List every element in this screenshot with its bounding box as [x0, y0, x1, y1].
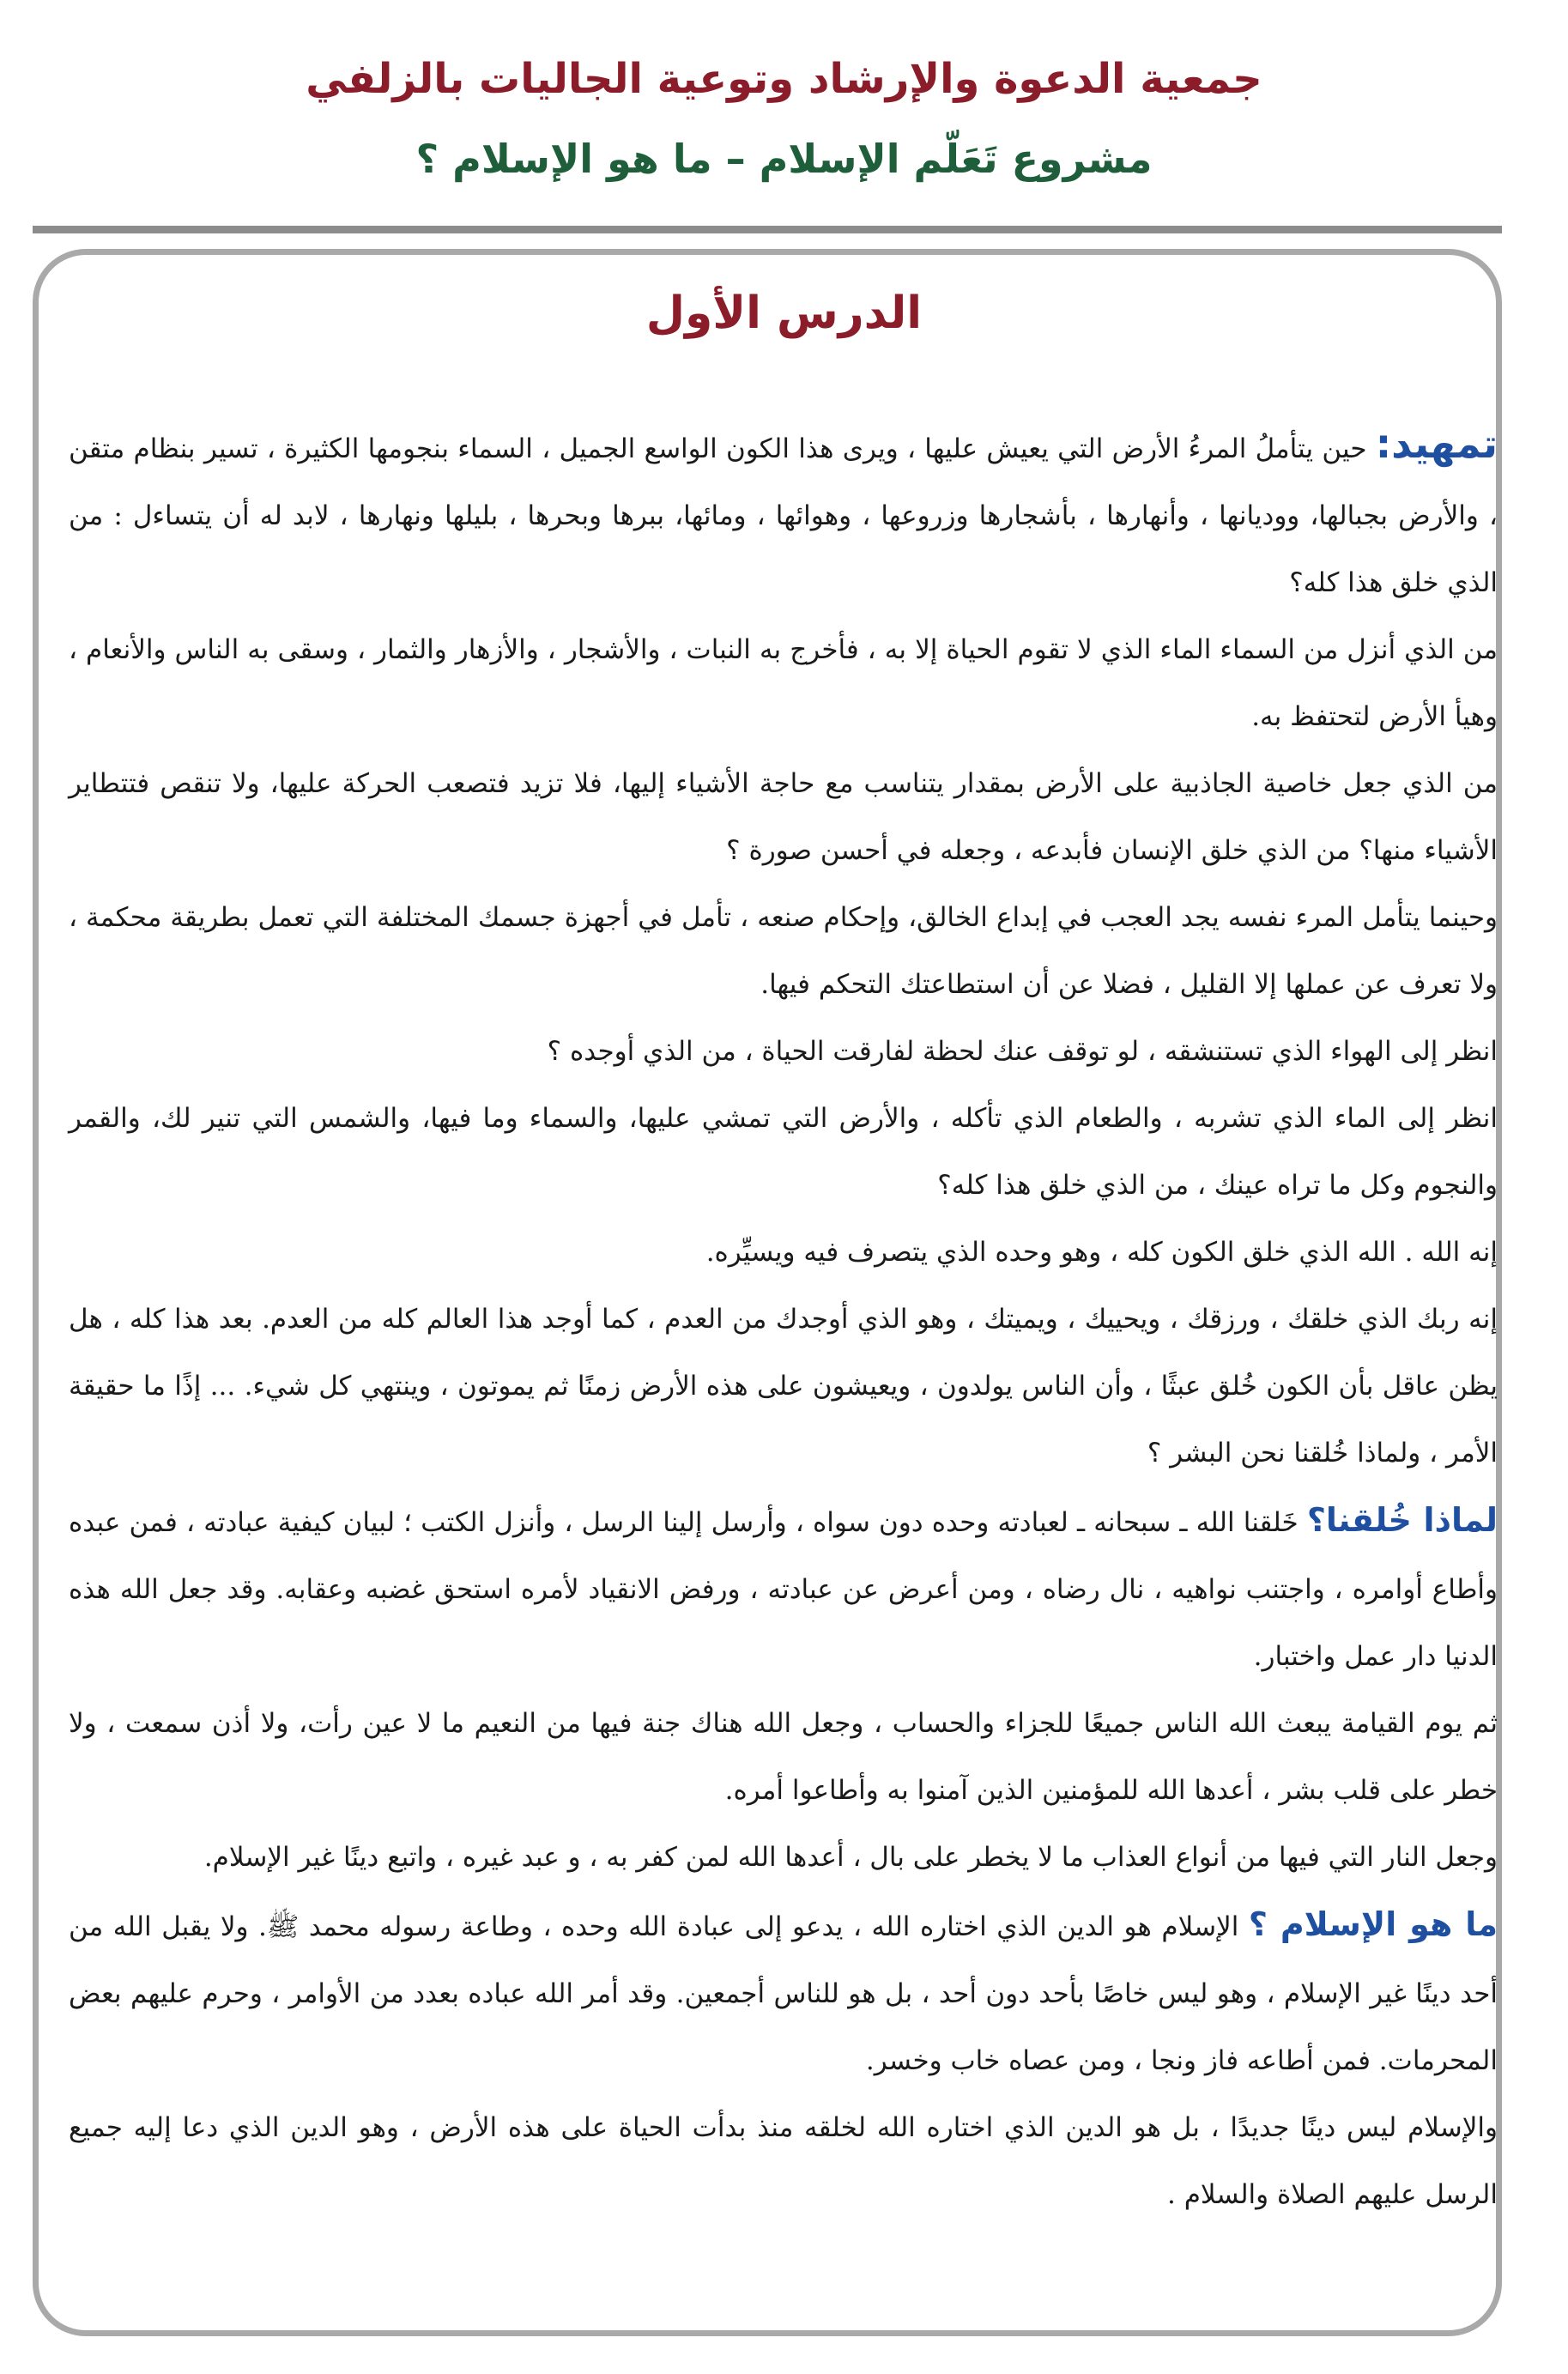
paragraph-text: وحينما يتأمل المرء نفسه يجد العجب في إبداع الخالق، وإحكام صنعه ، تأمل في أجهزة جسمك المختلفة التي تعمل بطريقة محكمة ، ولا تعرف عن عملها إلا القليل ، فضلا عن أن استطاعتك التحكم فيها.: [69, 902, 1498, 1000]
paragraph-text: خَلقنا الله ـ سبحانه ـ لعبادته وحده دون سواه ، وأرسل إلينا الرسل ، وأنزل الكتب ؛ لبيان كيفية عبادته ، فمن عبده وأطاع أوامره ، واجتنب نواهيه ، نال رضاه ، ومن أعرض عن عبادته ، ورفض الانقياد لأمره استحق غضبه وعقابه. وقد جعل الله هذه الدنيا دار عمل واختبار.: [69, 1507, 1498, 1672]
paragraph-text: انظر إلى الهواء الذي تستنشقه ، لو توقف عنك لحظة لفارقت الحياة ، من الذي أوجده ؟: [547, 1036, 1498, 1067]
project-title: مشروع تَعَلّم الإسلام – ما هو الإسلام ؟: [415, 136, 1153, 182]
paragraph: [69, 2094, 1498, 2228]
paragraph: [69, 1018, 1498, 1085]
paragraph-what-is-islam: [69, 1891, 1498, 2094]
lesson-title: الدرس الأول: [645, 288, 923, 339]
paragraph: [69, 1824, 1498, 1891]
paragraph: [69, 1286, 1498, 1487]
what-is-islam-heading: ما هو الإسلام ؟: [1248, 1905, 1498, 1943]
intro-heading: تمهيد:: [1375, 421, 1498, 467]
paragraph-text: من الذي جعل خاصية الجاذبية على الأرض بمقدار يتناسب مع حاجة الأشياء إليها، فلا تزيد فتصعب الحركة عليها، ولا تنقص فتتطاير الأشياء منها؟ من الذي خلق الإنسان فأبدعه ، وجعله في أحسن صورة ؟: [69, 768, 1498, 866]
paragraph-text: إنه الله . الله الذي خلق الكون كله ، وهو وحده الذي يتصرف فيه ويسيِّره.: [705, 1237, 1498, 1268]
page-header: [0, 0, 1568, 223]
paragraph: [69, 884, 1498, 1018]
why-created-heading: لماذا خُلقنا؟: [1306, 1501, 1498, 1539]
paragraph: [69, 616, 1498, 750]
paragraph-text: ثم يوم القيامة يبعث الله الناس جميعًا للجزاء والحساب ، وجعل الله هناك جنة فيها من النعيم ما لا عين رأت، ولا أذن سمعت ، ولا خطر على قلب بشر ، أعدها الله للمؤمنين الذين آمنوا به وأطاعوا أمره.: [69, 1708, 1498, 1806]
paragraph-text: انظر إلى الماء الذي تشربه ، والطعام الذي تأكله ، والأرض التي تمشي عليها، والسماء وما فيها، والشمس التي تنير لك، والقمر والنجوم وكل ما تراه عينك ، من الذي خلق هذا كله؟: [69, 1103, 1498, 1201]
header-divider: [33, 226, 1502, 233]
paragraph: [69, 750, 1498, 884]
paragraph: [69, 1219, 1498, 1286]
paragraph: [69, 1085, 1498, 1219]
paragraph-text: وجعل النار التي فيها من أنواع العذاب ما لا يخطر على بال ، أعدها الله لمن كفر به ، و عبد غيره ، واتبع دينًا غير الإسلام.: [203, 1842, 1498, 1873]
paragraph-text: من الذي أنزل من السماء الماء الذي لا تقوم الحياة إلا به ، فأخرج به النبات ، والأشجار ، والأزهار والثمار ، وسقى به الناس والأنعام ، وهيأ الأرض لتحتفظ به.: [69, 634, 1498, 732]
paragraph-intro: [69, 410, 1498, 616]
lesson-body: [69, 410, 1498, 2228]
paragraph-text: حين يتأملُ المرءُ الأرض التي يعيش عليها ، ويرى هذا الكون الواسع الجميل ، السماء بنجومها الكثيرة ، تسير بنظام متقن ، والأرض بجبالها، ووديانها ، وأنهارها ، بأشجارها وزروعها ، وهوائها ، ومائها، ببرها وبحرها ، بليلها ونهارها ، لابد له أن يتساءل : من الذي خلق هذا كله؟: [69, 433, 1498, 598]
paragraph-text: الإسلام هو الدين الذي اختاره الله ، يدعو إلى عبادة الله وحده ، وطاعة رسوله محمد ﷺ. ولا يقبل الله من أحد دينًا غير الإسلام ، وهو ليس خاصًا بأحد دون أحد ، بل هو للناس أجمعين. وقد أمر الله عباده بعدد من الأوامر ، وحرم عليهم بعض المحرمات. فمن أطاعه فاز ونجا ، ومن عصاه خاب وخسر.: [69, 1911, 1498, 2076]
paragraph: [69, 1690, 1498, 1824]
organization-name: جمعية الدعوة والإرشاد وتوعية الجاليات بالزلفي: [306, 55, 1262, 103]
paragraph-text: والإسلام ليس دينًا جديدًا ، بل هو الدين الذي اختاره الله لخلقه منذ بدأت الحياة على هذه الأرض ، وهو الدين الذي دعا إليه جميع الرسل عليهم الصلاة والسلام .: [69, 2112, 1498, 2210]
paragraph-why-created: [69, 1487, 1498, 1690]
paragraph-text: إنه ربك الذي خلقك ، ورزقك ، ويحييك ، ويميتك ، وهو الذي أوجدك من العدم ، كما أوجد هذا العالم كله من العدم. بعد هذا كله ، هل يظن عاقل بأن الكون خُلق عبثًا ، وأن الناس يولدون ، ويعيشون على هذه الأرض زمنًا ثم يموتون ، وينتهي كل شيء. ... إذًا ما حقيقة الأمر ، ولماذا خُلقنا نحن البشر ؟: [69, 1304, 1498, 1469]
